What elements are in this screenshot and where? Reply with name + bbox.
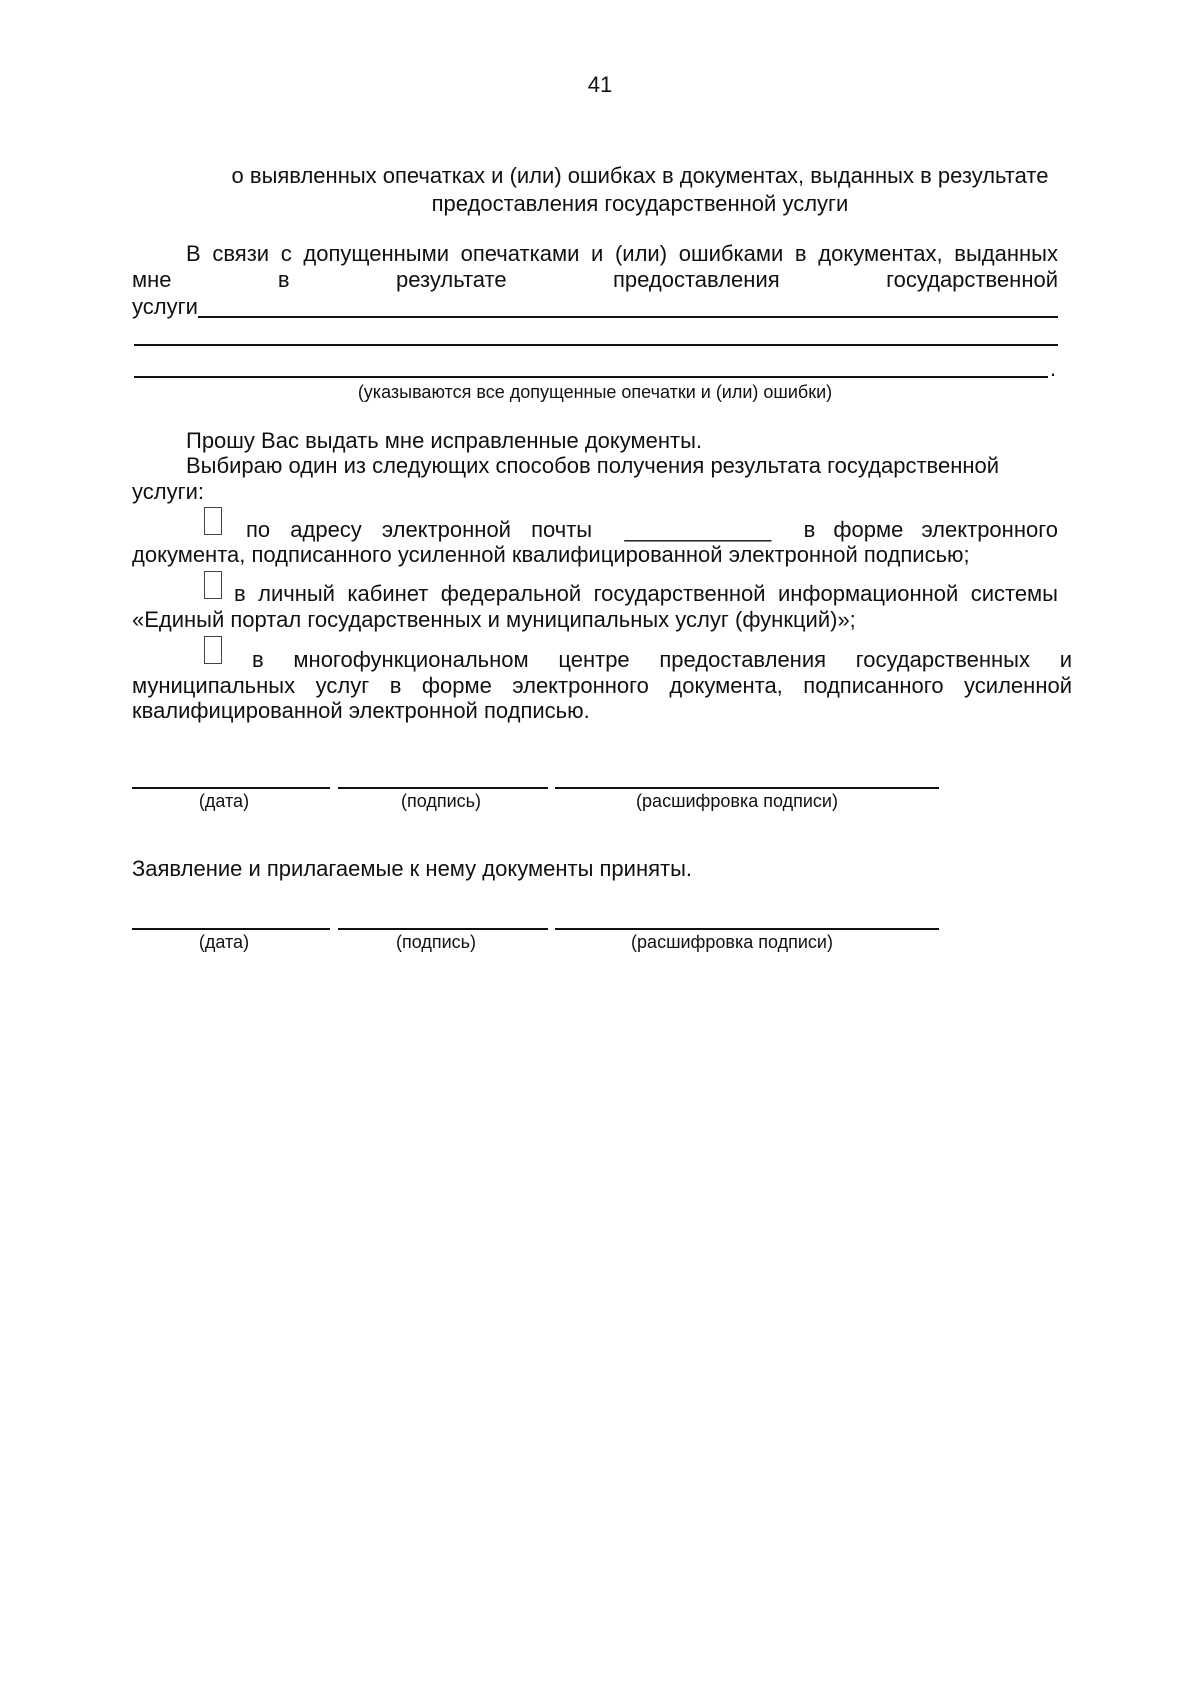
option-portal-line-2: «Единый портал государственных и муниципальных услуг (функций)»; xyxy=(132,607,856,632)
option-email-line-1 xyxy=(246,516,1058,544)
option-email-line-2: документа, подписанного усиленной квалифицированной электронной подписью; xyxy=(132,542,970,567)
errors-end-period: . xyxy=(1050,356,1057,381)
errors-blank-line-2[interactable] xyxy=(134,376,1048,378)
option-email-address-blank[interactable]: ____________ xyxy=(624,517,772,542)
request-line-2: Выбираю один из следующих способов получения результата государственной xyxy=(186,453,1000,478)
signature-decode-line[interactable] xyxy=(555,787,939,789)
intro-word: результате xyxy=(396,267,507,292)
signature-decode-caption: (расшифровка подписи) xyxy=(631,932,833,952)
intro-word: мне xyxy=(132,267,172,292)
option-mfc-line-1: в многофункциональном центре предоставления государственных и xyxy=(252,647,1072,672)
intro-word: государственной xyxy=(886,267,1058,292)
intro-line-3-prefix: услуги xyxy=(132,294,198,319)
errors-hint: (указываются все допущенные опечатки и (или) ошибки) xyxy=(357,382,833,402)
date-signature-line[interactable] xyxy=(132,928,330,930)
date-caption: (дата) xyxy=(198,932,250,952)
date-signature-line[interactable] xyxy=(132,787,330,789)
request-line-3: услуги: xyxy=(132,479,205,504)
intro-word: предоставления xyxy=(613,267,780,292)
option-portal-line-1: в личный кабинет федеральной государственной информационной системы xyxy=(234,581,1058,606)
option-mfc-line-3: квалифицированной электронной подписью. xyxy=(132,698,590,723)
signature-line[interactable] xyxy=(338,928,548,930)
signature-caption: (подпись) xyxy=(395,932,477,952)
option-portal-checkbox[interactable] xyxy=(204,571,222,599)
option-email-checkbox[interactable] xyxy=(204,507,222,535)
intro-word: в xyxy=(277,267,290,292)
signature-line[interactable] xyxy=(338,787,548,789)
signature-decode-caption: (расшифровка подписи) xyxy=(636,791,838,811)
page-number: 41 xyxy=(587,72,613,97)
document-heading-line-2: предоставления государственной услуги xyxy=(431,191,849,216)
accepted-statement: Заявление и прилагаемые к нему документы приняты. xyxy=(132,856,693,881)
document-heading-line-1: о выявленных опечатках и (или) ошибках в документах, выданных в результате xyxy=(231,163,1049,188)
signature-decode-line[interactable] xyxy=(555,928,939,930)
option-email-text-b: в форме электронного xyxy=(803,517,1058,542)
option-mfc-checkbox[interactable] xyxy=(204,636,222,664)
option-mfc-line-2: муниципальных услуг в форме электронного документа, подписанного усиленной xyxy=(132,673,1072,698)
errors-blank-line-1[interactable] xyxy=(134,344,1058,346)
option-email-text-a: по адресу электронной почты xyxy=(246,517,593,542)
request-line-1: Прошу Вас выдать мне исправленные документы. xyxy=(186,428,703,453)
date-caption: (дата) xyxy=(198,791,250,811)
intro-line-1: В связи с допущенными опечатками и (или) ошибками в документах, выданных xyxy=(186,241,1058,266)
service-name-blank-line[interactable] xyxy=(198,316,1058,318)
intro-line-2 xyxy=(132,266,1058,294)
signature-caption: (подпись) xyxy=(400,791,482,811)
